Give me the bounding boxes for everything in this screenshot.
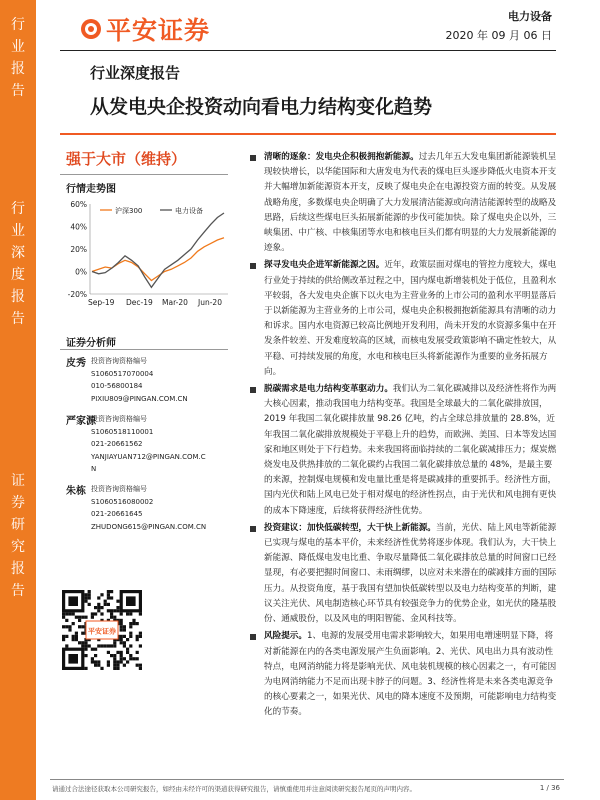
qr-module (62, 612, 65, 615)
qr-module (107, 651, 110, 654)
rating-divider (60, 174, 228, 175)
qr-module (120, 622, 123, 625)
summary-bullet (246, 629, 558, 720)
bullet-heading: 探寻发电央企进军新能源之因。 (264, 260, 385, 271)
qr-module (139, 612, 142, 615)
bullet-text: 过去几年五大发电集团新能源装机呈现较快增长，以华能国际和大唐发电为代表的煤电巨头逐步降低火电资本开支并大幅增加新能源资本开支，反映了煤电央企在电源投资方面的转变。从发展战略角度，多数煤电央企明确了大力发展清洁能源或向清洁能源转型的战略及思路，后续这些煤电巨头拓展新能源的步伐可能加快。除了煤电央企以外，三峡集团、中广核、中核集团等水电和核电巨头们都有明显的大力发展新能源的迹象。 (264, 152, 557, 254)
qr-module (116, 651, 119, 654)
qr-module (62, 616, 65, 619)
qr-module (113, 644, 116, 647)
sidebar-char: 报 (11, 61, 25, 77)
qr-module (110, 644, 113, 647)
qr-module (97, 664, 100, 667)
qr-module (123, 625, 126, 628)
bullet-text: 当前，光伏、陆上风电等新能源已实现与煤电的基本平价，未来经济性优势将逐步体现。我们认为，大干快上新能源、降低煤电发电比重、争取尽量降低二氧化碳排放总量的时间窗口已经显现，有必要把握时间窗口、未雨绸缪，以应对未来潜在的碳减排方面的国际压力。从投资角度，基于我国有望加快低碳转型以及电力结构变革的判断，建议关注光伏、风电制造核心环节具有较强竞争力的优势企业，如光伏的隆基股份、通威股份，以及风电的明阳智能、金风科技等。 (264, 522, 557, 625)
analyst-info-line: N (91, 465, 97, 473)
footer-disclaimer: 请通过合法途径获取本公司研究报告，如经由未经许可的渠道获得研究报告，请慎重使用并注意阅读研究报告尾页的声明内容。 (52, 785, 416, 793)
qr-finder (126, 596, 136, 606)
qr-module (126, 660, 129, 663)
qr-module (110, 654, 113, 657)
qr-module (75, 632, 78, 635)
qr-module (68, 628, 71, 631)
analyst-info-line: S1060516080002 (91, 497, 154, 506)
qr-module (81, 616, 84, 619)
qr-module (88, 593, 91, 596)
page-number: 1 / 36 (539, 784, 560, 792)
qr-module (139, 667, 142, 670)
qr-module (107, 603, 110, 606)
qr-module (129, 625, 132, 628)
qr-finder (68, 596, 78, 606)
qr-module (107, 664, 110, 667)
qr-module (75, 635, 78, 638)
analyst-info (91, 483, 241, 533)
qr-module (84, 667, 87, 670)
qr-module (123, 641, 126, 644)
qr-module (132, 622, 135, 625)
qr-module (84, 648, 87, 651)
logo-icon (80, 18, 102, 40)
qr-module (136, 651, 139, 654)
qr-module (120, 619, 123, 622)
bullet-text: 我们认为二氧化碳减排以及经济性将作为两大核心因素，推动我国电力结构变革。我国是全球最大的二氧化碳排放国，2019 年我国二氧化碳排放量 98.26 亿吨，约占全球总排放量的 28.8%，近年我国二氧化碳排放规模处于平稳上升的趋势，而欧洲、美国、日本等发达国家和地区则处于下行趋势。未来我国将面临持续的二氧化碳减排压力；煤炭燃烧发电及供热排放的二氧化碳约占我国二氧化碳排放总量的 48%，是最主要的来源，控制煤电规模和发电量比重是将是碳减排的重要抓手。经济性方面，国内光伏和陆上风电已处于相对煤电的经济性拐点，由于光伏和风电拥有更快的成本下降速度，后续将获得经济性优势。 (264, 384, 557, 516)
qr-module (113, 660, 116, 663)
qr-module (94, 654, 97, 657)
qr-module (136, 657, 139, 660)
qr-module (110, 612, 113, 615)
qr-module (94, 660, 97, 663)
qr-module (78, 625, 81, 628)
report-date: 2020 年 09 月 06 日 (445, 29, 552, 42)
y-tick-label: 20% (70, 245, 87, 254)
y-tick-label: 40% (70, 222, 87, 232)
qr-module (126, 612, 129, 615)
qr-module (116, 664, 119, 667)
sidebar-char: 深 (11, 245, 25, 261)
qr-module (91, 612, 94, 615)
analyst-info-line: 021-20661645 (91, 510, 143, 518)
sidebar-char: 告 (11, 583, 25, 599)
summary-bullets (246, 150, 558, 723)
summary-bullet (246, 382, 558, 519)
sidebar-char: 业 (11, 223, 25, 239)
qr-module (123, 664, 126, 667)
qr-module (104, 644, 107, 647)
qr-module (94, 612, 97, 615)
qr-module (65, 644, 68, 647)
qr-module (136, 638, 139, 641)
qr-module (139, 644, 142, 647)
qr-module (107, 596, 110, 599)
analyst-info (91, 355, 241, 405)
sidebar-char: 行 (11, 201, 25, 217)
bullet-square-icon (250, 634, 256, 640)
qr-module (126, 648, 129, 651)
qr-module (97, 609, 100, 612)
sidebar-label-research (0, 470, 36, 602)
qr-module (72, 622, 75, 625)
qr-module (113, 654, 116, 657)
qr-module (97, 644, 100, 647)
x-tick-label: Mar-20 (162, 298, 188, 307)
qr-module (113, 667, 116, 670)
qr-module (113, 641, 116, 644)
qr-module (100, 667, 103, 670)
analyst-info-line: 投资咨询资格编号 (91, 357, 147, 365)
qr-module (100, 644, 103, 647)
logo-text: 平安证券 (106, 16, 211, 45)
qr-module (120, 654, 123, 657)
rating-label: 强于大市（维持） (66, 150, 187, 168)
analyst-name: 朱栋 (66, 486, 86, 497)
qr-finder (68, 654, 78, 664)
qr-module (129, 654, 132, 657)
qr-module (113, 616, 116, 619)
analyst-name: 严家源 (66, 416, 96, 427)
sidebar-char: 究 (11, 539, 25, 555)
bullet-heading: 风险提示。 (264, 631, 307, 642)
qr-module (94, 664, 97, 667)
qr-module (68, 625, 71, 628)
sidebar-char: 告 (11, 311, 25, 327)
sidebar-char: 证 (11, 473, 25, 489)
qr-module (75, 616, 78, 619)
sidebar-char: 行 (11, 17, 25, 33)
qr-module (78, 641, 81, 644)
qr-module (123, 628, 126, 631)
qr-module (94, 648, 97, 651)
qr-module (72, 612, 75, 615)
qr-module (120, 660, 123, 663)
qr-module (107, 593, 110, 596)
qr-module (139, 632, 142, 635)
qr-module (72, 638, 75, 641)
qr-module (116, 600, 119, 603)
qr-module (97, 660, 100, 663)
bullet-text: 近年，政策层面对煤电的管控力度较大，煤电行业处于持续的供给侧改革过程之中，国内煤电新增装机处于低位，且盈利水平较弱，各大发电央企旗下以火电为主营业务的上市公司的盈利水平明显落后于以新能源为主营业务的上市公司，煤电央企积极拥抱新能源具有清晰的动力和诉求。国内水电资源已较高比例地开发利用，尚未开发的水资源多集中在开发条件较差、开发难度较高的区域，而核电发展受政策影响不确定性较大，从平稳、可持续发展的角度，水电和核电巨头将新能源作为重要的业务拓展方向。 (264, 260, 557, 377)
qr-module (81, 625, 84, 628)
legend-label: 电力设备 (175, 207, 203, 215)
qr-module (91, 660, 94, 663)
qr-module (139, 664, 142, 667)
qr-module (65, 612, 68, 615)
industry-name: 电力设备 (508, 10, 552, 23)
qr-module (110, 616, 113, 619)
qr-module (88, 590, 91, 593)
qr-module (84, 644, 87, 647)
qr-module (116, 609, 119, 612)
legend-label: 沪深300 (115, 207, 143, 215)
sidebar-char: 券 (11, 495, 25, 511)
qr-module (91, 616, 94, 619)
qr-module (88, 596, 91, 599)
qr-module (81, 641, 84, 644)
qr-module (126, 651, 129, 654)
market-trend-chart (60, 196, 232, 316)
analyst-info-line: ZHUDONG615@PINGAN.COM.CN (91, 522, 207, 531)
qr-module (116, 667, 119, 670)
x-tick-label: Dec-19 (126, 298, 153, 307)
qr-code (62, 590, 142, 670)
qr-module (65, 625, 68, 628)
qr-module (136, 635, 139, 638)
summary-bullet (246, 150, 558, 256)
qr-module (91, 657, 94, 660)
analyst-info-line: S1060518110001 (91, 427, 154, 436)
qr-module (68, 612, 71, 615)
sidebar-char: 告 (11, 83, 25, 99)
qr-module (97, 596, 100, 599)
qr-module (88, 644, 91, 647)
header-divider (60, 50, 556, 51)
sidebar-label-deep-report (0, 198, 36, 330)
analyst-info-line: 投资咨询资格编号 (91, 485, 147, 493)
summary-bullet (246, 521, 558, 627)
qr-module (110, 609, 113, 612)
sidebar-char: 业 (11, 39, 25, 55)
sidebar-char: 报 (11, 561, 25, 577)
qr-module (81, 644, 84, 647)
qr-module (139, 635, 142, 638)
bullet-text: 1、电源的发展受用电需求影响较大，如果用电增速明显下降，将对新能源在内的各类电源发展产生负面影响。2、光伏、风电出力具有波动性特点，电网消纳能力将是影响光伏、风电装机规模的核心因素之一，有可能因为电网消纳能力不足而出现卡脖子的问题。3、经济性将是未来各类电源竞争的核心要素之一，如果光伏、风电的降本速度不及预期，可能影响电力结构变化的节奏。 (264, 631, 557, 718)
analyst-info-line: 010-56800184 (91, 382, 143, 390)
qr-module (123, 635, 126, 638)
qr-module (129, 657, 132, 660)
qr-module (126, 638, 129, 641)
qr-module (65, 635, 68, 638)
analyst-heading: 证券分析师 (66, 338, 116, 349)
qr-module (100, 593, 103, 596)
bullet-heading: 投资建议：加快低碳转型，大干快上新能源。 (264, 522, 436, 533)
qr-module (120, 651, 123, 654)
qr-module (116, 606, 119, 609)
x-tick-label: Jun-20 (198, 298, 222, 307)
qr-module (129, 632, 132, 635)
chart-title: 行情走势图 (66, 184, 116, 195)
qr-module (110, 590, 113, 593)
page-title: 从发电央企投资动向看电力结构变化趋势 (90, 96, 433, 118)
qr-module (97, 606, 100, 609)
qr-module (84, 641, 87, 644)
qr-module (107, 609, 110, 612)
qr-module (120, 612, 123, 615)
qr-module (136, 622, 139, 625)
qr-module (91, 648, 94, 651)
qr-module (104, 600, 107, 603)
qr-module (113, 657, 116, 660)
qr-module (132, 657, 135, 660)
qr-module (97, 603, 100, 606)
analyst-info (91, 413, 241, 476)
analyst-info-line: 021-20661562 (91, 440, 143, 448)
qr-module (129, 612, 132, 615)
qr-module (107, 644, 110, 647)
qr-module (120, 635, 123, 638)
footer-divider (50, 779, 564, 780)
qr-module (94, 606, 97, 609)
sidebar-char: 度 (11, 267, 25, 283)
qr-module (110, 596, 113, 599)
left-sidebar (0, 0, 36, 800)
qr-module (123, 657, 126, 660)
qr-module (84, 600, 87, 603)
analyst-divider (60, 349, 228, 350)
bullet-heading: 清晰的逐象：发电央企积极拥抱新能源。 (264, 152, 419, 162)
qr-module (62, 625, 65, 628)
bullet-square-icon (250, 263, 256, 269)
qr-module (136, 664, 139, 667)
sidebar-char: 研 (11, 517, 25, 533)
qr-module (132, 619, 135, 622)
company-logo (80, 12, 210, 46)
qr-module (62, 635, 65, 638)
bullet-square-icon (250, 387, 256, 393)
qr-logo-text: 平安证券 (88, 627, 116, 636)
qr-module (120, 638, 123, 641)
qr-module (88, 603, 91, 606)
qr-module (100, 606, 103, 609)
qr-module (120, 625, 123, 628)
title-divider (60, 133, 556, 135)
qr-module (107, 590, 110, 593)
qr-module (113, 609, 116, 612)
qr-module (129, 622, 132, 625)
bullet-square-icon (250, 526, 256, 532)
qr-module (107, 660, 110, 663)
qr-module (65, 619, 68, 622)
bullet-heading: 脱碳需求是电力结构变革驱动力。 (264, 384, 393, 395)
qr-module (123, 644, 126, 647)
y-tick-label: -20% (67, 290, 87, 299)
bullet-square-icon (250, 155, 256, 161)
qr-module (84, 654, 87, 657)
sidebar-char: 报 (11, 289, 25, 305)
x-tick-label: Sep-19 (88, 298, 115, 307)
analyst-name: 皮秀 (66, 358, 86, 369)
qr-module (120, 657, 123, 660)
y-tick-label: 60% (70, 200, 87, 209)
analyst-info-line: YANJIAYUAN712@PINGAN.COM.C (91, 452, 206, 461)
qr-module (75, 638, 78, 641)
qr-module (72, 635, 75, 638)
summary-bullet (246, 258, 558, 380)
qr-module (120, 628, 123, 631)
qr-module (120, 641, 123, 644)
series-line-0 (92, 238, 224, 281)
qr-module (129, 635, 132, 638)
qr-module (81, 632, 84, 635)
analyst-info-line: PIXIU809@PINGAN.COM.CN (91, 394, 188, 403)
qr-module (104, 603, 107, 606)
qr-module (129, 644, 132, 647)
analyst-info-line: S1060517070004 (91, 369, 154, 378)
qr-module (78, 616, 81, 619)
analyst-info-line: 投资咨询资格编号 (91, 415, 147, 423)
y-tick-label: 0% (75, 267, 87, 277)
report-type: 行业深度报告 (90, 64, 181, 82)
sidebar-label-report (0, 14, 36, 102)
qr-module (84, 593, 87, 596)
qr-module (84, 596, 87, 599)
qr-module (84, 616, 87, 619)
qr-module (62, 638, 65, 641)
qr-module (78, 619, 81, 622)
qr-module (116, 660, 119, 663)
qr-module (113, 664, 116, 667)
qr-module (100, 612, 103, 615)
